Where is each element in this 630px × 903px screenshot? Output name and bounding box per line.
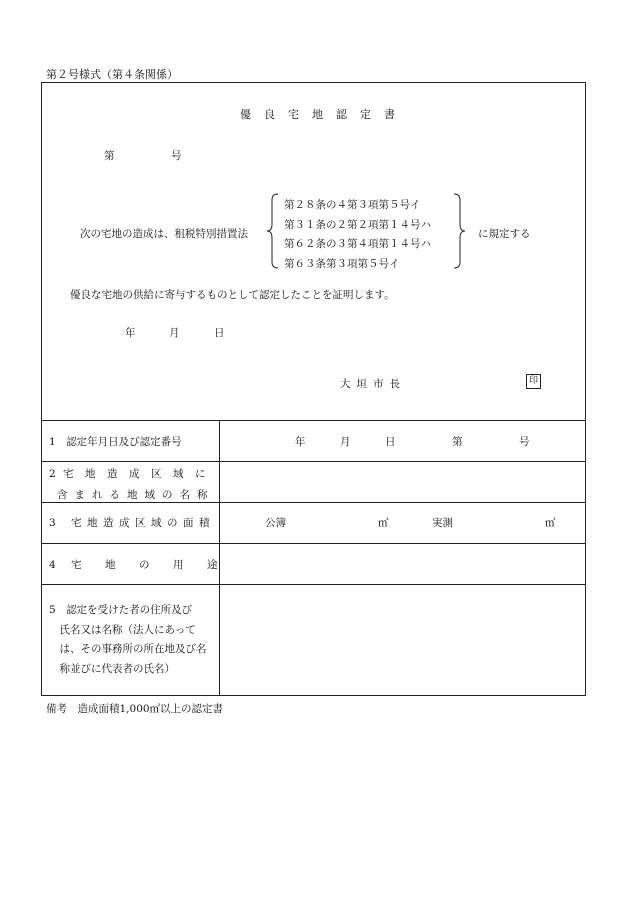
- remarks-note: 備考 造成面積1,000㎡以上の認定書: [46, 703, 224, 715]
- label-char: 区: [135, 517, 146, 529]
- measured-area-unit: ㎡: [545, 517, 556, 529]
- applicant-label-line: 氏名又は名称（法人にあって: [49, 623, 196, 636]
- measured-area-label: 実測: [432, 517, 453, 529]
- label-char: 区: [151, 468, 162, 480]
- issuer-char: 市: [373, 378, 384, 390]
- label-char: 積: [199, 517, 210, 529]
- label-char: 域: [144, 489, 155, 501]
- provision-item: 第６２条の３第４項第１４号ハ: [284, 238, 431, 250]
- label-char: 宅: [71, 559, 82, 571]
- title-char: 地: [312, 108, 323, 121]
- row1-month-label: 月: [340, 436, 351, 448]
- table-divider: [41, 420, 586, 421]
- label-char: れ: [92, 489, 103, 501]
- row1-number-prefix: 第: [452, 436, 463, 448]
- row1-day-label: 日: [385, 436, 396, 448]
- label-char: 宅: [71, 517, 82, 529]
- applicant-label-line: 称並びに代表者の氏名）: [49, 662, 175, 675]
- table-column-divider: [219, 420, 220, 696]
- label-char: 域: [173, 468, 184, 480]
- date-month-label: 月: [169, 327, 180, 339]
- title-char: 認: [336, 108, 347, 121]
- regulation-tail-text: に規定する: [478, 228, 531, 240]
- label-char: 名: [179, 489, 190, 501]
- label-char: の: [162, 489, 173, 501]
- row1-number-suffix: 号: [519, 436, 530, 448]
- row-area-size-label: [49, 515, 210, 530]
- row-number: 4: [49, 559, 56, 571]
- title-char: 宅: [288, 108, 299, 121]
- issuer-char: 長: [389, 378, 400, 390]
- label-char: る: [109, 489, 120, 501]
- label-char: 地: [85, 468, 96, 480]
- label-char: 含: [57, 489, 68, 501]
- registered-area-unit: ㎡: [378, 517, 389, 529]
- row-applicant-label: [49, 601, 207, 679]
- row-area-name-label-line1: [49, 466, 206, 481]
- label-char: ま: [74, 489, 85, 501]
- label-char: 造: [103, 517, 114, 529]
- label-char: 面: [183, 517, 194, 529]
- table-divider: [41, 502, 586, 503]
- label-char: 称: [197, 489, 208, 501]
- table-divider: [41, 584, 586, 585]
- label-char: 途: [207, 559, 218, 571]
- date-year-label: 年: [125, 327, 136, 339]
- applicant-label-line: は、その事務所の所在地及び名: [49, 643, 207, 655]
- provision-item: 第２８条の４第３項第５号イ: [284, 199, 421, 211]
- provision-item: 第３１条の２第２項第１４号ハ: [284, 218, 431, 231]
- label-char: 域: [151, 517, 162, 529]
- title-char: 書: [384, 108, 395, 121]
- registered-area-label: 公簿: [265, 517, 286, 529]
- title-char: 良: [264, 108, 275, 121]
- label-char: に: [195, 468, 206, 480]
- certificate-number-suffix: 号: [171, 150, 182, 162]
- issuer-title: [340, 376, 406, 391]
- issuer-char: 大: [340, 378, 351, 390]
- label-char: 地: [87, 517, 98, 529]
- row-land-use-label: [49, 557, 218, 572]
- label-char: 地: [127, 489, 138, 501]
- title-char: 定: [360, 108, 371, 121]
- document-title: [240, 106, 408, 122]
- date-day-label: 日: [214, 327, 225, 339]
- row-certification-date-label: 1 認定年月日及び認定番号: [49, 436, 182, 448]
- certificate-number-prefix: 第: [104, 150, 115, 162]
- seal-mark: 印: [526, 374, 541, 389]
- provision-item: 第６３条第３項第５号イ: [284, 257, 400, 270]
- issuer-char: 垣: [356, 378, 367, 390]
- applicant-label-line: 5 認定を受けた者の住所及び: [49, 604, 193, 616]
- title-char: 優: [240, 108, 251, 121]
- label-char: 成: [129, 468, 140, 480]
- table-divider: [41, 543, 586, 544]
- label-char: 宅: [63, 468, 74, 480]
- row-number: 2: [49, 468, 56, 480]
- row1-year-label: 年: [295, 436, 306, 448]
- label-char: 用: [173, 559, 184, 571]
- intro-text: 次の宅地の造成は、租税特別措置法: [80, 228, 248, 240]
- provision-list: [284, 196, 431, 274]
- label-char: 成: [119, 517, 130, 529]
- label-char: 地: [105, 559, 116, 571]
- form-number-label: 第２号様式（第４条関係）: [46, 68, 178, 81]
- label-char: の: [139, 559, 150, 571]
- row-area-name-label-line2: [57, 487, 208, 502]
- left-brace: [266, 193, 280, 269]
- row-number: 3: [49, 517, 56, 529]
- right-brace: [452, 193, 466, 269]
- label-char: の: [167, 517, 178, 529]
- table-divider: [41, 461, 586, 462]
- label-char: 造: [107, 468, 118, 480]
- certification-statement: 優良な宅地の供給に寄与するものとして認定したことを証明します。: [70, 289, 395, 301]
